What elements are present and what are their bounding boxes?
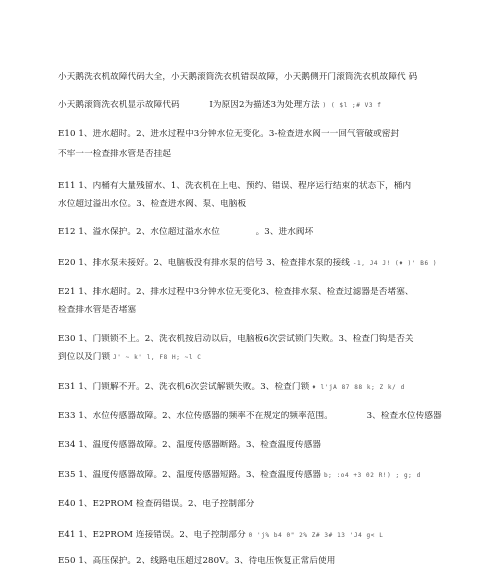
entry-tail: 。3、进水阀坏 bbox=[255, 227, 314, 237]
entry-e31-line1 bbox=[58, 382, 488, 393]
entry-e11-line2 bbox=[58, 199, 488, 210]
entry-text: E35 1、温度传感器故障。2、温度传感器短路。3、检查温度传感器 bbox=[58, 470, 322, 480]
entry-text: E20 1、排水泵未接好。2、电脑板没有排水泵的信号 3、检查排水泵的接线 bbox=[58, 258, 350, 268]
entry-e30-line1 bbox=[58, 334, 488, 345]
title-text: 小天鹅洗衣机故障代码大全，小天鹅滚筒洗衣机错误故障，小天鹅侧开门滚筒洗衣机故障代 码 bbox=[58, 72, 418, 82]
intro-noise: ) ( $l ;# V3 f bbox=[322, 102, 382, 109]
entry-noise: -1, J4 J! (♦ )' B6 ) bbox=[352, 260, 438, 267]
entry-e40-line1 bbox=[58, 499, 488, 510]
entry-text: 检查排水管是否堵塞 bbox=[58, 305, 137, 315]
entry-noise: ♦ l'jA 87 88 k; Z k/ d bbox=[312, 384, 405, 391]
document-title bbox=[58, 72, 488, 83]
entry-noise: b; :o4 +3 02 R!) ; g; d bbox=[323, 472, 421, 479]
entry-text: E34 1、温度传感器故障。2、温度传感器断路。3、检查温度传感器 bbox=[58, 440, 322, 450]
entry-e11-line1 bbox=[58, 181, 488, 192]
entry-e41-line1 bbox=[58, 530, 488, 541]
entry-text: E41 1、E2PROM 连接错误。2、电子控制部分 bbox=[58, 530, 246, 540]
entry-e10-line1 bbox=[58, 129, 488, 140]
intro-middle: I为原因2为描述3为处理方法 bbox=[209, 100, 320, 110]
entry-text: E21 1、排水超时。2、排水过程中3分钟水位无变化3、检查排水泵、检查过滤器是否堵塞、 bbox=[58, 287, 414, 297]
entry-e34-line1 bbox=[58, 440, 488, 451]
entry-text: 水位超过溢出水位。3、检查进水阀、泵、电脑板 bbox=[58, 199, 247, 209]
entry-text: E40 1、E2PROM 检查码错误。2、电子控制部分 bbox=[58, 499, 255, 509]
intro-line bbox=[58, 100, 488, 111]
entry-e35-line1 bbox=[58, 470, 488, 481]
entry-text: E31 1、门锁解不开。2、洗衣机6次尝试解锁失败。3、检查门锁 bbox=[58, 382, 310, 392]
entry-e30-line2 bbox=[58, 352, 488, 363]
entry-e10-line2 bbox=[58, 149, 488, 160]
entry-tail: 3、检查水位传感器 bbox=[366, 411, 442, 421]
entry-text: 不牢一一检查排水管是否挂起 bbox=[58, 149, 172, 159]
entry-e20-line1 bbox=[58, 258, 488, 269]
entry-e50-line1 bbox=[58, 556, 488, 566]
entry-e21-line1 bbox=[58, 287, 488, 298]
intro-text: 小天鹅滚筒洗衣机显示故障代码 bbox=[58, 100, 180, 110]
entry-text: E12 1、溢水保护。2、水位超过溢水水位 bbox=[58, 227, 220, 237]
entry-text: E30 1、门锁锁不上。2、洗衣机按启动以后，电脑板6次尝试锁门失败。3、检查门钩是否关 bbox=[58, 334, 414, 344]
entry-text: E11 1、内桶有大量残留水、1、洗衣机在上电、预约、错误、程序运行结束的状态下，桶内 bbox=[58, 181, 412, 191]
entry-e21-line2 bbox=[58, 305, 488, 316]
entry-text: E10 1、进水超时。2、进水过程中3分钟水位无变化。3-检查进水阀一一回气管破或密封 bbox=[58, 129, 400, 139]
entry-e12-line1 bbox=[58, 227, 488, 238]
entry-text: 到位以及门锁 bbox=[58, 352, 111, 362]
entry-text: E50 1、高压保护。2、线路电压超过280V。3、待电压恢复正常后使用 bbox=[58, 556, 336, 566]
entry-noise: J' ~ k' l, F8 H; ~l C bbox=[113, 354, 202, 361]
entry-e33-line1 bbox=[58, 411, 488, 422]
entry-text: E33 1、水位传感器故障。2、水位传感器的频率不在规定的频率范围。 bbox=[58, 411, 333, 421]
entry-noise: 0 'j% b4 0" 2% Z# 3# 13 'J4 g< L bbox=[248, 532, 384, 539]
